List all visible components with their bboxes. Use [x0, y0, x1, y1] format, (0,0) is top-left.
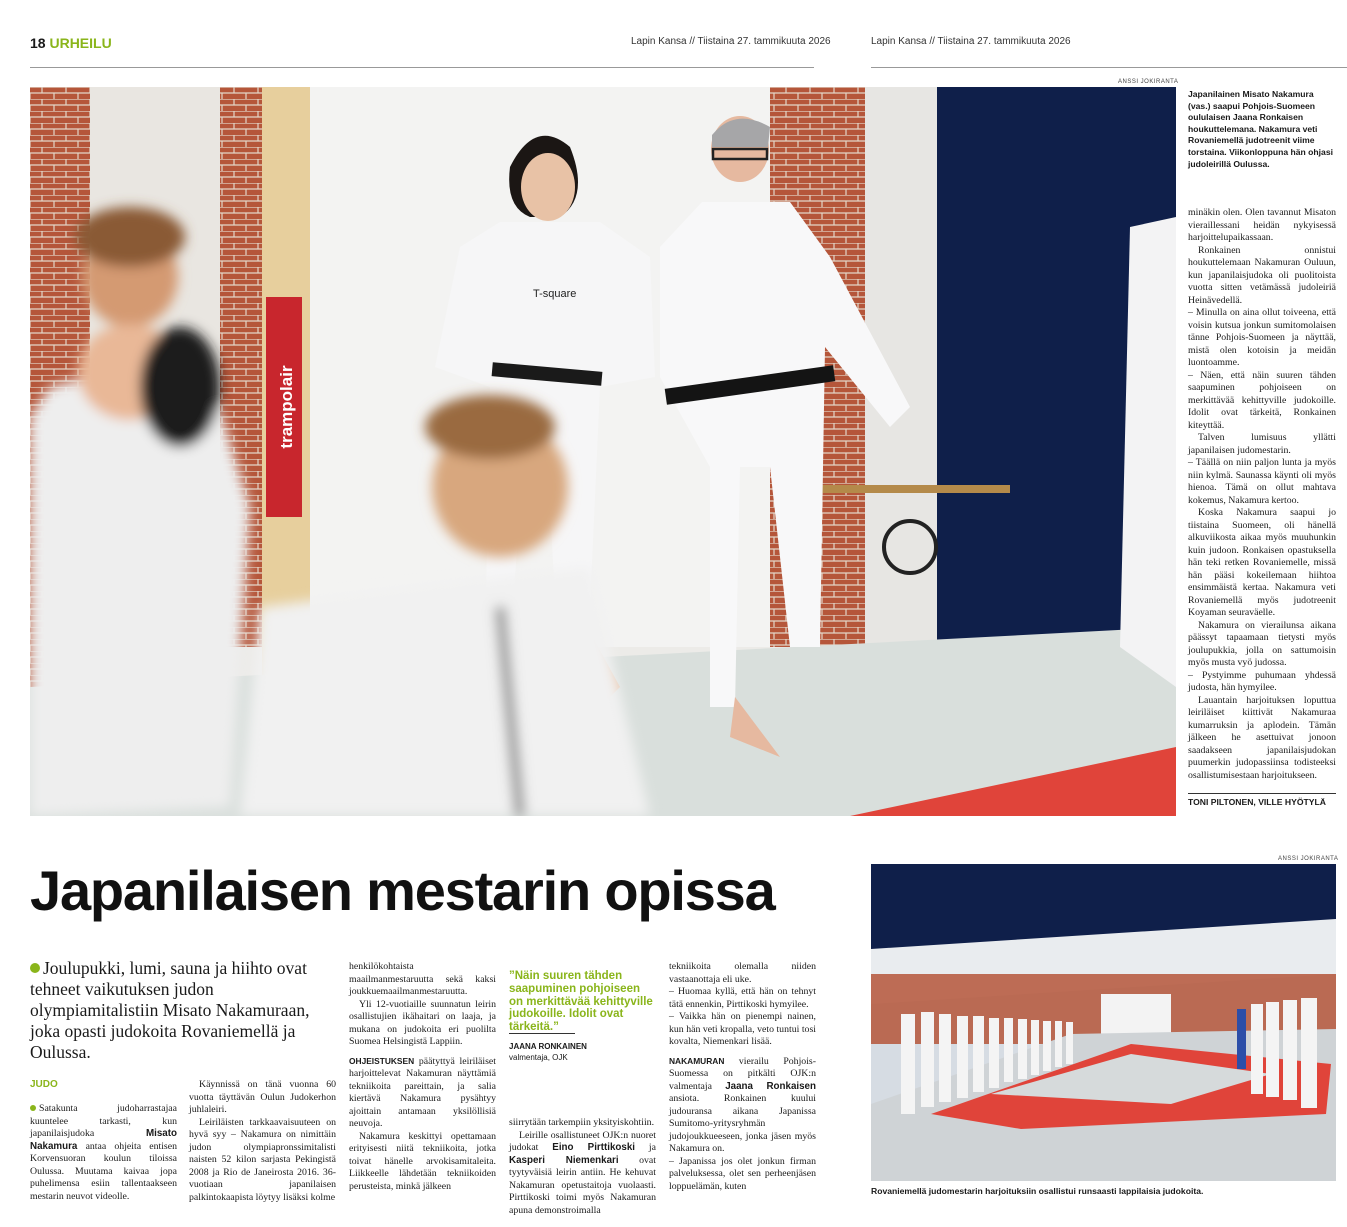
- pull-quote: ”Näin suuren tähden saapuminen pohjoiseen on merkittävää kehittyville judokoille. Idolit ovat tärkeitä.”: [509, 970, 653, 1034]
- c4-p2b: Eino Pirttikoski: [552, 1142, 636, 1153]
- headline: Japanilaisen mestarin opissa: [30, 859, 775, 922]
- kicker: JUDO: [30, 1079, 58, 1090]
- column-5: [669, 961, 816, 1193]
- c6-p9: – Pystyimme puhumaan yhdessä judosta, hän hymyilee.: [1188, 669, 1336, 693]
- ingress: [30, 958, 330, 1063]
- c6-p6: – Täällä on niin paljon lunta ja myös niin kylmä. Saunassa käynti oli myös hienoa. Tämä on ollut mahtava kokemus, Nakamura kertoo.: [1188, 457, 1336, 506]
- c5-p4c: ansiota. Ronkainen kuului judouransa aikana Japanissa Sumitomo-yritysryhmän judojoukkueeseen, jonka jäsen myös Nakamura on.: [669, 1093, 816, 1154]
- c6-p7: Koska Nakamura saapui jo tiistaina Suomeen, oli hänellä alkuviikosta aikaa myös muuhunkin kuin judoon. Ronkaisen opastuksella hän teki retken Rovaniemelle, missä hän pääsi kokeilemaan hiihtoa ensimmäistä kertaa. Nakamura veti Rovaniemellä myös judotreenit Koyaman seuraväelle.: [1188, 507, 1336, 618]
- c2-p1: Käynnissä on tänä vuonna 60 vuotta täyttävän Oulun Judokerhon juhlaleiri.: [189, 1079, 336, 1115]
- header-rule-right: [871, 67, 1347, 68]
- c4-p2e: ovat tyytyväisiä leirin antiin. He kehuvat Nakamuran opetustaitoja vuolaasti. Pirttikoski toimi myös Nakamuran apuna demonstroimalla: [509, 1154, 656, 1216]
- main-photo-credit: ANSSI JOKIRANTA: [1118, 79, 1179, 85]
- quote-role: valmentaja, OJK: [509, 1053, 568, 1062]
- column-4: [509, 1117, 656, 1217]
- main-photo-caption: Japanilainen Misato Nakamura (vas.) saapui Pohjois-Suomeen oululaisen Jaana Ronkaisen houkuttelemana. Nakamura veti Rovaniemellä judotreenit viime torstaina. Viikonloppuna hän ohjasi judoleirillä Oulussa.: [1188, 89, 1333, 169]
- c6-p4: – Näen, että näin suuren tähden saapuminen pohjoiseen on merkittävää kehittyville judokoille. Idolit ovat tärkeitä, Ronkainen kiteyttää.: [1188, 369, 1336, 431]
- c6-p2: Ronkainen onnistui houkuttelemaan Nakamuran Ouluun, kun japanilaisjudoka oli puolitoista vuotta sitten vetämässä judoleiriä Heinävedellä.: [1188, 244, 1336, 306]
- c5-p5: – Japanissa jos olet jonkun firman palveluksessa, olet sen perheenjäsen loppuelämän, kuten: [669, 1155, 816, 1192]
- c2-p2: Leiriläisten tarkkaavaisuuteen on hyvä syy – Nakamura on nimittäin judon olympiapronssimitalisti naisten 52 kilon sarjasta Pekingistä 2008 ja Rio de Janeirosta 2016. 36-vuotiaan japanilaisen palkintokaapista löytyy lisäksi kolme: [189, 1116, 336, 1203]
- c4-p2a: Leirille osallistuneet OJK:n nuoret judokat: [509, 1129, 656, 1153]
- c6-p8: Nakamura on vierailunsa aikana päässyt tapaamaan tietysti myös joulupukkia, jolla on sattumoisin myös musta vyö judossa.: [1188, 619, 1336, 668]
- c3-p3-lead: OHJEISTUKSEN: [349, 1055, 415, 1066]
- c4-p1: siirrytään tarkempiin yksityiskohtiin.: [509, 1117, 655, 1128]
- small-photo-caption: Rovaniemellä judomestarin harjoituksiin osallistui runsaasti lappilaisia judokoita.: [871, 1186, 1204, 1196]
- c5-p3: – Vaikka hän on pienempi nainen, kun hän veti kropalla, veto tuntui tosi kovalta, Niemenkari lisää.: [669, 1011, 816, 1047]
- page-number: [30, 35, 112, 51]
- running-head-right: Lapin Kansa // Tiistaina 27. tammikuuta 2026: [871, 36, 1071, 47]
- quote-name: JAANA RONKAINEN: [509, 1042, 587, 1051]
- main-photo: [30, 87, 1176, 816]
- c1-p1b: Misato Nakamura: [30, 1128, 177, 1152]
- section-label: URHEILU: [49, 35, 112, 51]
- small-photo-credit: ANSSI JOKIRANTA: [1278, 856, 1339, 862]
- c4-p2c: ja: [635, 1142, 656, 1153]
- quote-rule: [509, 1033, 575, 1034]
- c1-p1c: antaa ohjeita entisen Korvensuoran koulun tiloissa Oulussa. Muutama kaivaa jopa puhelimensa esiin tallentaakseen mestarin neuvot videolle.: [30, 1140, 177, 1202]
- c3-p2: Yli 12-vuotiaille suunnatun leirin osallistujien ikähaitari on laaja, ja mukana on judokoita eri puolilta Suomea Helsingistä Lappiin.: [349, 998, 496, 1047]
- bullet-icon: [30, 963, 40, 973]
- column-3: [349, 961, 496, 1193]
- c3-p4: Nakamura keskittyi opettamaan erityisesti niitä tekniikoita, jotka toivat hänelle arvokisamitaleita. Liikkeelle lähdetään tekniikoiden perusteista, minkä jälkeen: [349, 1130, 496, 1192]
- byline: TONI PILTONEN, VILLE HYÖTYLÄ: [1188, 793, 1336, 808]
- page-number-value: 18: [30, 35, 46, 51]
- banner-text: trampolair: [277, 365, 296, 449]
- running-head-left: Lapin Kansa // Tiistaina 27. tammikuuta 2026: [631, 36, 831, 47]
- c3-p3: päätyttyä leiriläiset harjoittelevat Nakamuran näyttämiä tekniikoita pareittain, ja salia kiertävä Nakamura pysähtyy ajoittain antamaan yksilöllisiä neuvoja.: [349, 1055, 496, 1129]
- c5-p1: tekniikoita olemalla niiden vastaanottaja eli uke.: [669, 961, 816, 985]
- c6-p5: Talven lumisuus yllätti japanilaisen judomestarin.: [1188, 432, 1336, 456]
- small-photo: [871, 864, 1336, 1181]
- c6-p3: – Minulla on aina ollut toiveena, että voisin kutsua jonkun sumitomolaisen tänne Pohjois-Suomeen ja näyttää, mistä olen kotoisin ja meidän luontoamme.: [1188, 307, 1336, 368]
- header-rule-left: [30, 67, 814, 68]
- c4-p2d: Kasperi Niemenkari: [509, 1154, 619, 1166]
- c5-p4a: vierailu Pohjois-Suomessa on pitkälti OJK:n valmentaja: [669, 1055, 816, 1092]
- c1-p1a: Satakunta judoharrastajaa kuuntelee tarkasti, kun japanilaisjudoka: [30, 1103, 177, 1139]
- ingress-text: Joulupukki, lumi, sauna ja hiihto ovat tehneet vaikutuksen judon olympiamitalistiin Misato Nakamuraan, joka opasti judokoita Rovaniemellä ja Oulussa.: [30, 958, 310, 1062]
- gi-text: T-square: [533, 288, 577, 300]
- c5-p4b: Jaana Ronkaisen: [725, 1080, 816, 1092]
- column-1: [30, 1103, 177, 1203]
- c3-p1: henkilökohtaista maailmanmestaruutta sekä kaksi joukkuemaailmanmestaruutta.: [349, 961, 496, 997]
- bullet-icon: [30, 1105, 36, 1111]
- c5-p4-lead: NAKAMURAN: [669, 1055, 725, 1066]
- column-2: [189, 1079, 336, 1204]
- c6-p10: Lauantain harjoituksen loputtua leiriläiset kiittivät Nakamuraa kumarruksin ja aplodein. Tämän jälkeen he asettuivat jonoon saadakseen japanilaisjudokan puumerkin judopassiinsa todisteeksi osallistumisestaan harjoitukseen.: [1188, 694, 1336, 781]
- c5-p2: – Huomaa kyllä, että hän on tehnyt tätä ennenkin, Pirttikoski hymyilee.: [669, 986, 816, 1010]
- column-6: [1188, 207, 1336, 782]
- c6-p1: minäkin olen. Olen tavannut Misaton vieraillessani heidän nykyisessä harjoittelupaikassaan.: [1188, 207, 1336, 243]
